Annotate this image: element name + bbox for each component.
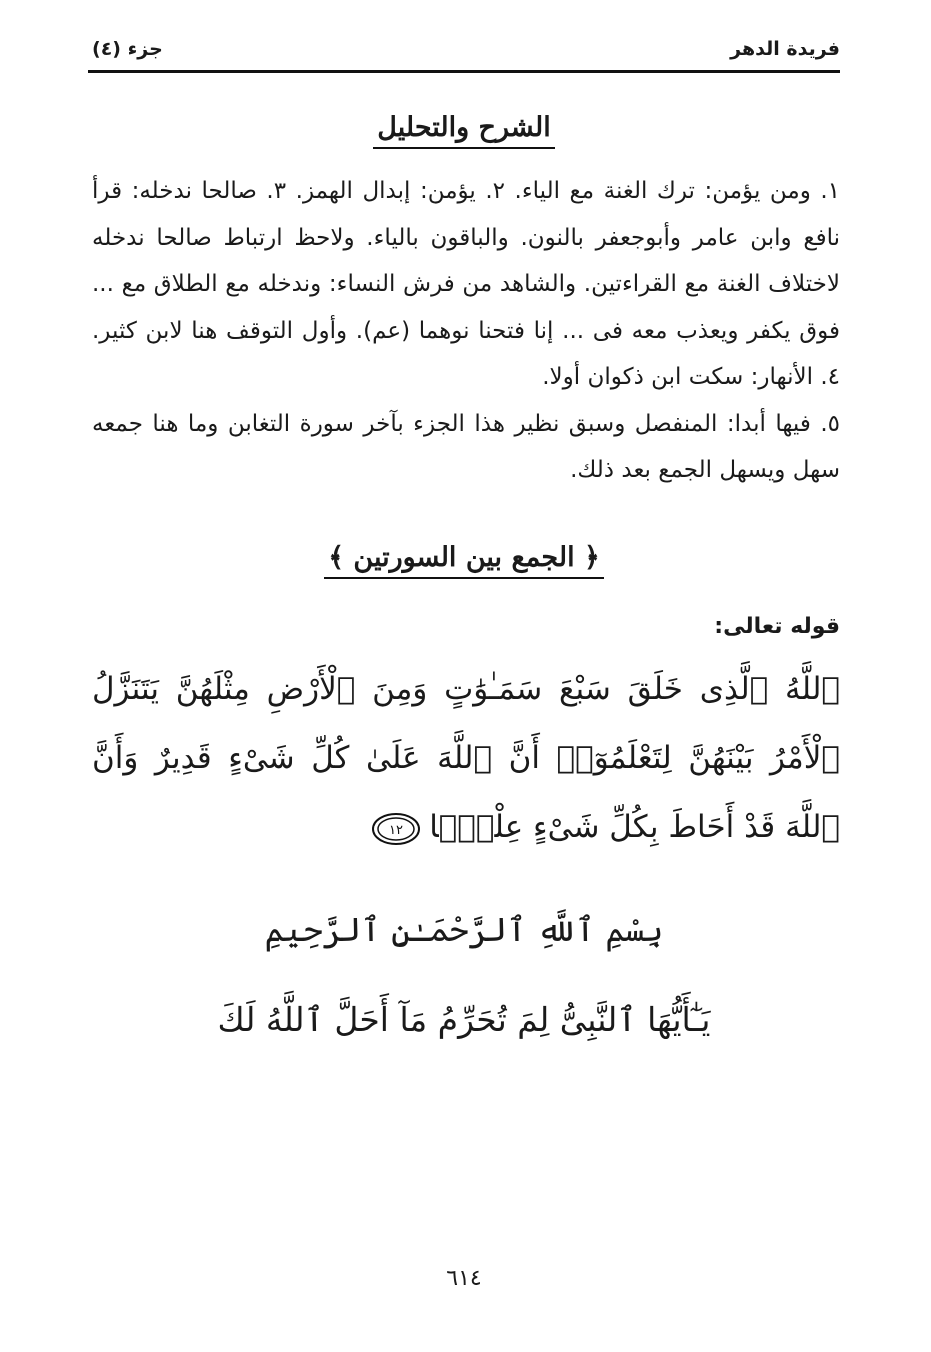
quran-verse-text: ٱللَّهُ ٱلَّذِى خَلَقَ سَبْعَ سَمَـٰوَٰتٍ وَمِنَ ٱلْأَرْضِ مِثْلَهُنَّ يَتَنَزَّلُ ٱلْأَمْرُ بَيْنَهُنَّ لِتَعْلَمُوٓا۟ أَنَّ ٱللَّهَ عَلَىٰ كُلِّ شَىْءٍ قَدِيرٌ وَأَنَّ ٱللَّهَ قَدْ أَحَاطَ بِكُلِّ شَىْءٍ عِلْمًۢا <box>92 671 840 845</box>
quran-verse <box>92 655 840 862</box>
combination-heading <box>88 542 840 579</box>
running-header <box>88 34 840 68</box>
book-title: فريدة الدهر <box>730 38 840 60</box>
part-label: جزء (٤) <box>92 38 163 60</box>
analysis-heading-text: الشرح والتحليل <box>373 112 554 149</box>
combination-heading-text: ﴿ الجمع بين السورتين ﴾ <box>324 542 604 579</box>
commentary-note: ٥. فيها أبدا: المنفصل وسبق نظير هذا الجزء بآخر سورة التغابن وما هنا جمعه سهل ويسهل الجمع بعد ذلك. <box>92 410 840 483</box>
analysis-heading <box>88 112 840 149</box>
ayah-number: ١٢ <box>389 822 404 838</box>
header-divider <box>88 70 840 73</box>
ayah-end-marker-icon <box>371 812 421 846</box>
basmala: بِسْمِ ٱللَّهِ ٱلرَّحْمَـٰنِ ٱلرَّحِيمِ <box>264 910 664 949</box>
surah-opening-verse: يَـٰٓأَيُّهَا ٱلنَّبِىُّ لِمَ تُحَرِّمُ مَآ أَحَلَّ ٱللَّهُ لَكَ <box>217 1000 711 1039</box>
verse-intro-label: قوله تعالى: <box>714 614 840 639</box>
commentary-note: ١. ومن يؤمن: ترك الغنة مع الياء. ٢. يؤمن: إبدال الهمز. ٣. صالحا ندخله: قرأ نافع وابن عامر وأبوجعفر بالنون. والباقون بالياء. ولاحظ ارتباط صالحا ندخله لاختلاف الغنة مع القراءتين. والشاهد من فرش النساء: وندخله مع الطلاق مع ... فوق يكفر ويعذب معه فى ... إنا فتحنا نوهما (عم). وأول التوقف هنا لابن كثير. ٤. الأنهار: سكت ابن ذكوان أولا. <box>92 178 840 390</box>
commentary-notes <box>92 168 840 494</box>
page-number: ٦١٤ <box>446 1266 482 1291</box>
